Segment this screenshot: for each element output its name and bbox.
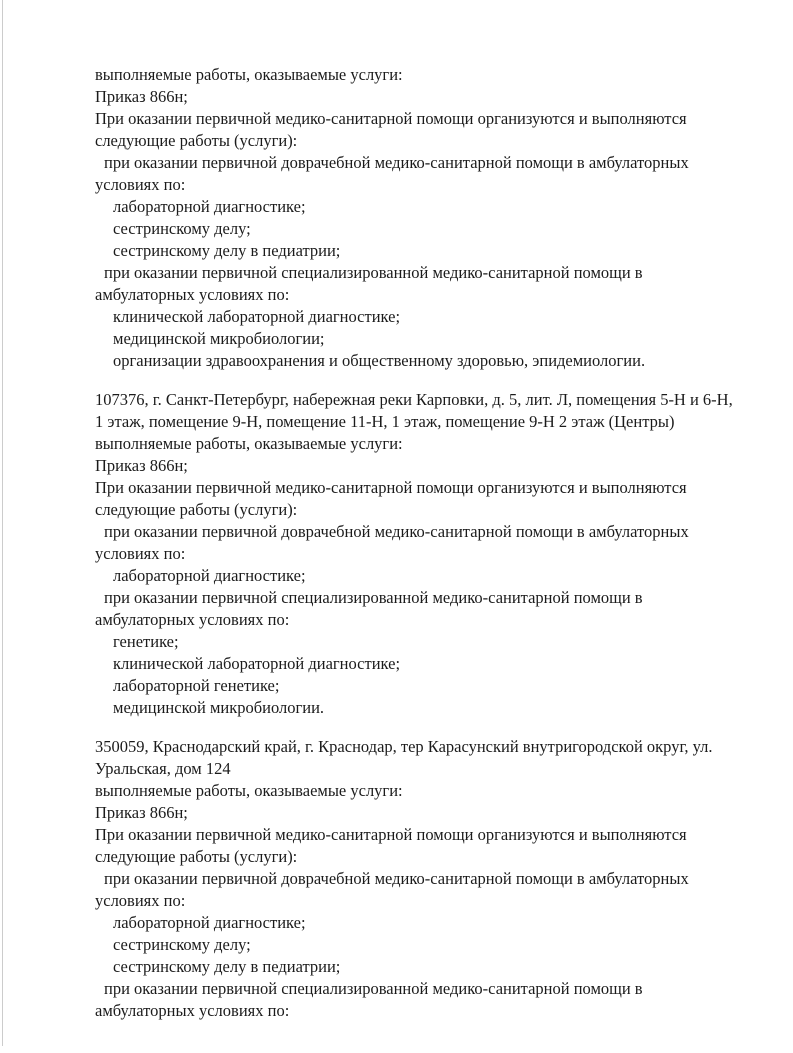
address-line: 350059, Краснодарский край, г. Краснодар, тер Карасунский внутригородской округ, ул. Уральская, дом 124 xyxy=(95,737,713,778)
care-type-item: при оказании первичной доврачебной медико-санитарной помощи в амбулаторных условиях по: xyxy=(95,869,689,910)
service-item: медицинской микробиологии. xyxy=(113,698,325,717)
license-document xyxy=(95,64,743,1022)
primary-care-intro: При оказании первичной медико-санитарной помощи организуются и выполняются следующие работы (услуги): xyxy=(95,825,687,866)
care-type-item: при оказании первичной специализированной медико-санитарной помощи в амбулаторных условиях по: xyxy=(95,979,643,1020)
service-item: сестринскому делу в педиатрии; xyxy=(113,957,341,976)
page-left-rule xyxy=(2,0,3,1046)
service-item: сестринскому делу; xyxy=(113,935,251,954)
service-item: лабораторной диагностике; xyxy=(113,566,306,585)
works-services-heading: выполняемые работы, оказываемые услуги: xyxy=(95,434,403,453)
service-item: генетике; xyxy=(113,632,179,651)
license-location-section xyxy=(95,736,743,1022)
primary-care-intro: При оказании первичной медико-санитарной помощи организуются и выполняются следующие работы (услуги): xyxy=(95,109,687,150)
address-line: 107376, г. Санкт-Петербург, набережная реки Карповки, д. 5, лит. Л, помещения 5-Н и 6-Н, 1 этаж, помещение 9-Н, помещение 11-Н, 1 этаж, помещение 9-Н 2 этаж (Центры) xyxy=(95,390,733,431)
license-location-section xyxy=(95,64,743,372)
service-item: клинической лабораторной диагностике; xyxy=(113,654,401,673)
service-item: лабораторной диагностике; xyxy=(113,913,306,932)
service-item: сестринскому делу в педиатрии; xyxy=(113,241,341,260)
care-type-item: при оказании первичной доврачебной медико-санитарной помощи в амбулаторных условиях по: xyxy=(95,153,689,194)
works-services-heading: выполняемые работы, оказываемые услуги: xyxy=(95,65,403,84)
order-number: Приказ 866н; xyxy=(95,803,188,822)
care-type-item: при оказании первичной доврачебной медико-санитарной помощи в амбулаторных условиях по: xyxy=(95,522,689,563)
care-type-item: при оказании первичной специализированной медико-санитарной помощи в амбулаторных условиях по: xyxy=(95,588,643,629)
primary-care-intro: При оказании первичной медико-санитарной помощи организуются и выполняются следующие работы (услуги): xyxy=(95,478,687,519)
order-number: Приказ 866н; xyxy=(95,456,188,475)
care-type-item: при оказании первичной специализированной медико-санитарной помощи в амбулаторных условиях по: xyxy=(95,263,643,304)
service-item: сестринскому делу; xyxy=(113,219,251,238)
service-item: организации здравоохранения и общественному здоровью, эпидемиологии. xyxy=(113,351,646,370)
works-services-heading: выполняемые работы, оказываемые услуги: xyxy=(95,781,403,800)
service-item: лабораторной генетике; xyxy=(113,676,280,695)
service-item: медицинской микробиологии; xyxy=(113,329,325,348)
service-item: клинической лабораторной диагностике; xyxy=(113,307,401,326)
order-number: Приказ 866н; xyxy=(95,87,188,106)
license-location-section xyxy=(95,389,743,719)
service-item: лабораторной диагностике; xyxy=(113,197,306,216)
